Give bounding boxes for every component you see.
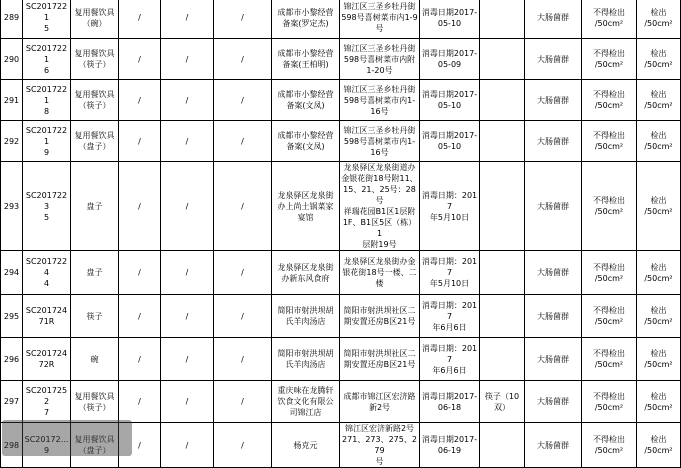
standard-value: 不得检出 /50cm² <box>582 121 637 162</box>
test-item: 大肠菌群 <box>525 0 582 39</box>
sampled-address: 锦江区三圣乡牡丹街 598号喜树菜市内1- 16号 <box>340 121 420 162</box>
sample-name: 筷子 <box>71 295 119 338</box>
test-item: 大肠菌群 <box>525 80 582 121</box>
manufacturer-cell: / <box>214 338 272 381</box>
standard-value: 不得检出 /50cm² <box>582 423 637 468</box>
row-number: 293 <box>1 162 23 251</box>
manufacturer-cell: / <box>214 251 272 295</box>
sample-quantity <box>480 39 525 80</box>
sample-quantity: 筷子（10双） <box>480 381 525 423</box>
test-result: 检出 /50cm² <box>637 80 681 121</box>
sampled-unit: 杨克元 <box>272 423 340 468</box>
standard-value: 不得检出 /50cm² <box>582 338 637 381</box>
table-row <box>1 80 681 121</box>
table-body <box>1 0 681 468</box>
sample-name: 复用餐饮具 （盘子） <box>71 423 119 468</box>
sampled-address: 龙泉驿区龙泉街办金 银花街18号一楼、二 楼 <box>340 251 420 295</box>
brand-cell: / <box>119 0 161 39</box>
sample-name: 盘子 <box>71 251 119 295</box>
brand-cell: / <box>119 121 161 162</box>
sample-name: 复用餐饮具 （筷子） <box>71 80 119 121</box>
sample-quantity <box>480 251 525 295</box>
test-result: 检出 /50cm² <box>637 162 681 251</box>
test-item: 大肠菌群 <box>525 381 582 423</box>
sampled-address: 锦江区三圣乡牡丹街 598号喜树菜市内1-9 号 <box>340 0 420 39</box>
spec-cell: / <box>161 338 214 381</box>
row-number: 295 <box>1 295 23 338</box>
disinfection-date: 消毒日期：2017 年5月10日 <box>420 251 480 295</box>
sampled-address: 锦江区三圣乡牡丹街 598号喜树菜市内1- 16号 <box>340 80 420 121</box>
sampled-address: 简阳市射洪坝社区二 期安置还房B区21号 <box>340 295 420 338</box>
sampled-address: 锦江区宏济新路2号 271、273、275、279 号 <box>340 423 420 468</box>
manufacturer-cell: / <box>214 80 272 121</box>
manufacturer-cell: / <box>214 295 272 338</box>
row-number: 298 <box>1 423 23 468</box>
sample-name: 复用餐饮具 （碗） <box>71 0 119 39</box>
sample-quantity <box>480 162 525 251</box>
spec-cell: / <box>161 0 214 39</box>
sample-code: SC20172471R <box>23 295 71 338</box>
manufacturer-cell: / <box>214 162 272 251</box>
table-row <box>1 39 681 80</box>
sampled-unit: 成都市小黎经营 备案(罗定杰) <box>272 0 340 39</box>
sample-quantity <box>480 80 525 121</box>
disinfection-date: 消毒日期2017- 05-10 <box>420 121 480 162</box>
standard-value: 不得检出 /50cm² <box>582 39 637 80</box>
spec-cell: / <box>161 381 214 423</box>
sample-quantity <box>480 338 525 381</box>
test-result: 检出 /50cm² <box>637 121 681 162</box>
test-result: 检出 /50cm² <box>637 251 681 295</box>
sample-name: 复用餐饮具 （筷子） <box>71 39 119 80</box>
test-result: 检出 /50cm² <box>637 423 681 468</box>
test-item: 大肠菌群 <box>525 39 582 80</box>
manufacturer-cell: / <box>214 0 272 39</box>
disinfection-date: 消毒日期：2017 年6月6日 <box>420 338 480 381</box>
brand-cell: / <box>119 251 161 295</box>
standard-value: 不得检出 /50cm² <box>582 80 637 121</box>
sample-name: 复用餐饮具 （筷子） <box>71 381 119 423</box>
sampled-unit: 简阳市射洪坝胡 氏羊肉汤店 <box>272 295 340 338</box>
sampled-unit: 简阳市射洪坝胡 氏羊肉汤店 <box>272 338 340 381</box>
test-item: 大肠菌群 <box>525 121 582 162</box>
table-row <box>1 381 681 423</box>
test-item: 大肠菌群 <box>525 251 582 295</box>
sampled-unit: 成都市小黎经营 备案(文凤) <box>272 80 340 121</box>
manufacturer-cell: / <box>214 381 272 423</box>
standard-value: 不得检出 /50cm² <box>582 162 637 251</box>
brand-cell: / <box>119 80 161 121</box>
test-result: 检出 /50cm² <box>637 338 681 381</box>
standard-value: 不得检出 /50cm² <box>582 251 637 295</box>
sampled-unit: 成都市小黎经营 备案(文凤) <box>272 121 340 162</box>
sampled-unit: 重庆味在龙腾轩 饮食文化有限公 司锦江店 <box>272 381 340 423</box>
sample-quantity <box>480 423 525 468</box>
sample-code: SC2017224 4 <box>23 251 71 295</box>
row-number: 292 <box>1 121 23 162</box>
table-row <box>1 0 681 39</box>
sampled-address: 龙泉驿区龙泉街道办 金银花街18号附11、 15、21、25号：28号 祥瑞花园B1区1层附 1F、B1区5区（栋）1 层附19号 <box>341 163 418 249</box>
disinfection-date: 消毒日期：2017 年6月6日 <box>420 295 480 338</box>
standard-value: 不得检出 /50cm² <box>582 295 637 338</box>
manufacturer-cell: / <box>214 423 272 468</box>
brand-cell: / <box>119 39 161 80</box>
disinfection-date: 消毒日期：2017 年5月10日 <box>420 162 480 251</box>
spec-cell: / <box>161 39 214 80</box>
disinfection-date: 消毒日期2017- 06-18 <box>420 381 480 423</box>
spec-cell: / <box>161 295 214 338</box>
manufacturer-cell: / <box>214 121 272 162</box>
sample-name: 碗 <box>71 338 119 381</box>
test-item: 大肠菌群 <box>525 295 582 338</box>
brand-cell: / <box>119 423 161 468</box>
table-row <box>1 162 681 251</box>
spec-cell: / <box>161 423 214 468</box>
disinfection-date: 消毒日期2017- 05-10 <box>420 0 480 39</box>
sampled-address: 成都市锦江区宏济路 新2号 <box>340 381 420 423</box>
sample-name: 盘子 <box>71 162 119 251</box>
sample-code: SC2017221 5 <box>23 0 71 39</box>
sampled-unit: 龙泉驿区龙泉街 办上尚土锅菜家 宴馆 <box>272 162 340 251</box>
test-result: 检出 /50cm² <box>637 39 681 80</box>
sample-quantity <box>480 0 525 39</box>
test-item: 大肠菌群 <box>525 162 582 251</box>
watermark-overlay <box>2 420 132 456</box>
sampled-address: 简阳市射洪坝社区二 期安置还房B区21号 <box>340 338 420 381</box>
table-row <box>1 338 681 381</box>
disinfection-date: 消毒日期2017- 05-10 <box>420 80 480 121</box>
test-item: 大肠菌群 <box>525 423 582 468</box>
disinfection-date: 消毒日期2017- 05-09 <box>420 39 480 80</box>
spec-cell: / <box>161 251 214 295</box>
disinfection-date: 消毒日期2017- 06-19 <box>420 423 480 468</box>
sample-code: SC2017252 7 <box>23 381 71 423</box>
brand-cell: / <box>119 162 161 251</box>
test-result: 检出 /50cm² <box>637 295 681 338</box>
sample-code: SC20172... 9 <box>23 423 71 468</box>
brand-cell: / <box>119 338 161 381</box>
test-result: 检出 /50cm² <box>637 0 681 39</box>
row-number: 297 <box>1 381 23 423</box>
sample-code: SC2017221 6 <box>23 39 71 80</box>
spec-cell: / <box>161 162 214 251</box>
sample-code: SC2017221 8 <box>23 80 71 121</box>
sample-code: SC20172472R <box>23 338 71 381</box>
sampled-address: 锦江区三圣乡牡丹街 598号喜树菜市内附 1-20号 <box>340 39 420 80</box>
test-result: 检出 /50cm² <box>637 381 681 423</box>
sample-code: SC2017223 5 <box>23 162 71 251</box>
sample-name: 复用餐饮具 （盘子） <box>71 121 119 162</box>
row-number: 296 <box>1 338 23 381</box>
row-number: 289 <box>1 0 23 39</box>
row-number: 294 <box>1 251 23 295</box>
brand-cell: / <box>119 381 161 423</box>
brand-cell: / <box>119 295 161 338</box>
row-number: 291 <box>1 80 23 121</box>
table-row <box>1 295 681 338</box>
sample-quantity <box>480 295 525 338</box>
sampled-unit: 龙泉驿区龙泉街 办新东风食府 <box>272 251 340 295</box>
standard-value: 不得检出 /50cm² <box>582 381 637 423</box>
table-row <box>1 251 681 295</box>
test-item: 大肠菌群 <box>525 338 582 381</box>
manufacturer-cell: / <box>214 39 272 80</box>
sampled-unit: 成都市小黎经营 备案(王柏明) <box>272 39 340 80</box>
sample-quantity <box>480 121 525 162</box>
spec-cell: / <box>161 121 214 162</box>
row-number: 290 <box>1 39 23 80</box>
spec-cell: / <box>161 80 214 121</box>
standard-value: 不得检出 /50cm² <box>582 0 637 39</box>
table-row <box>1 121 681 162</box>
sample-code: SC2017221 9 <box>23 121 71 162</box>
